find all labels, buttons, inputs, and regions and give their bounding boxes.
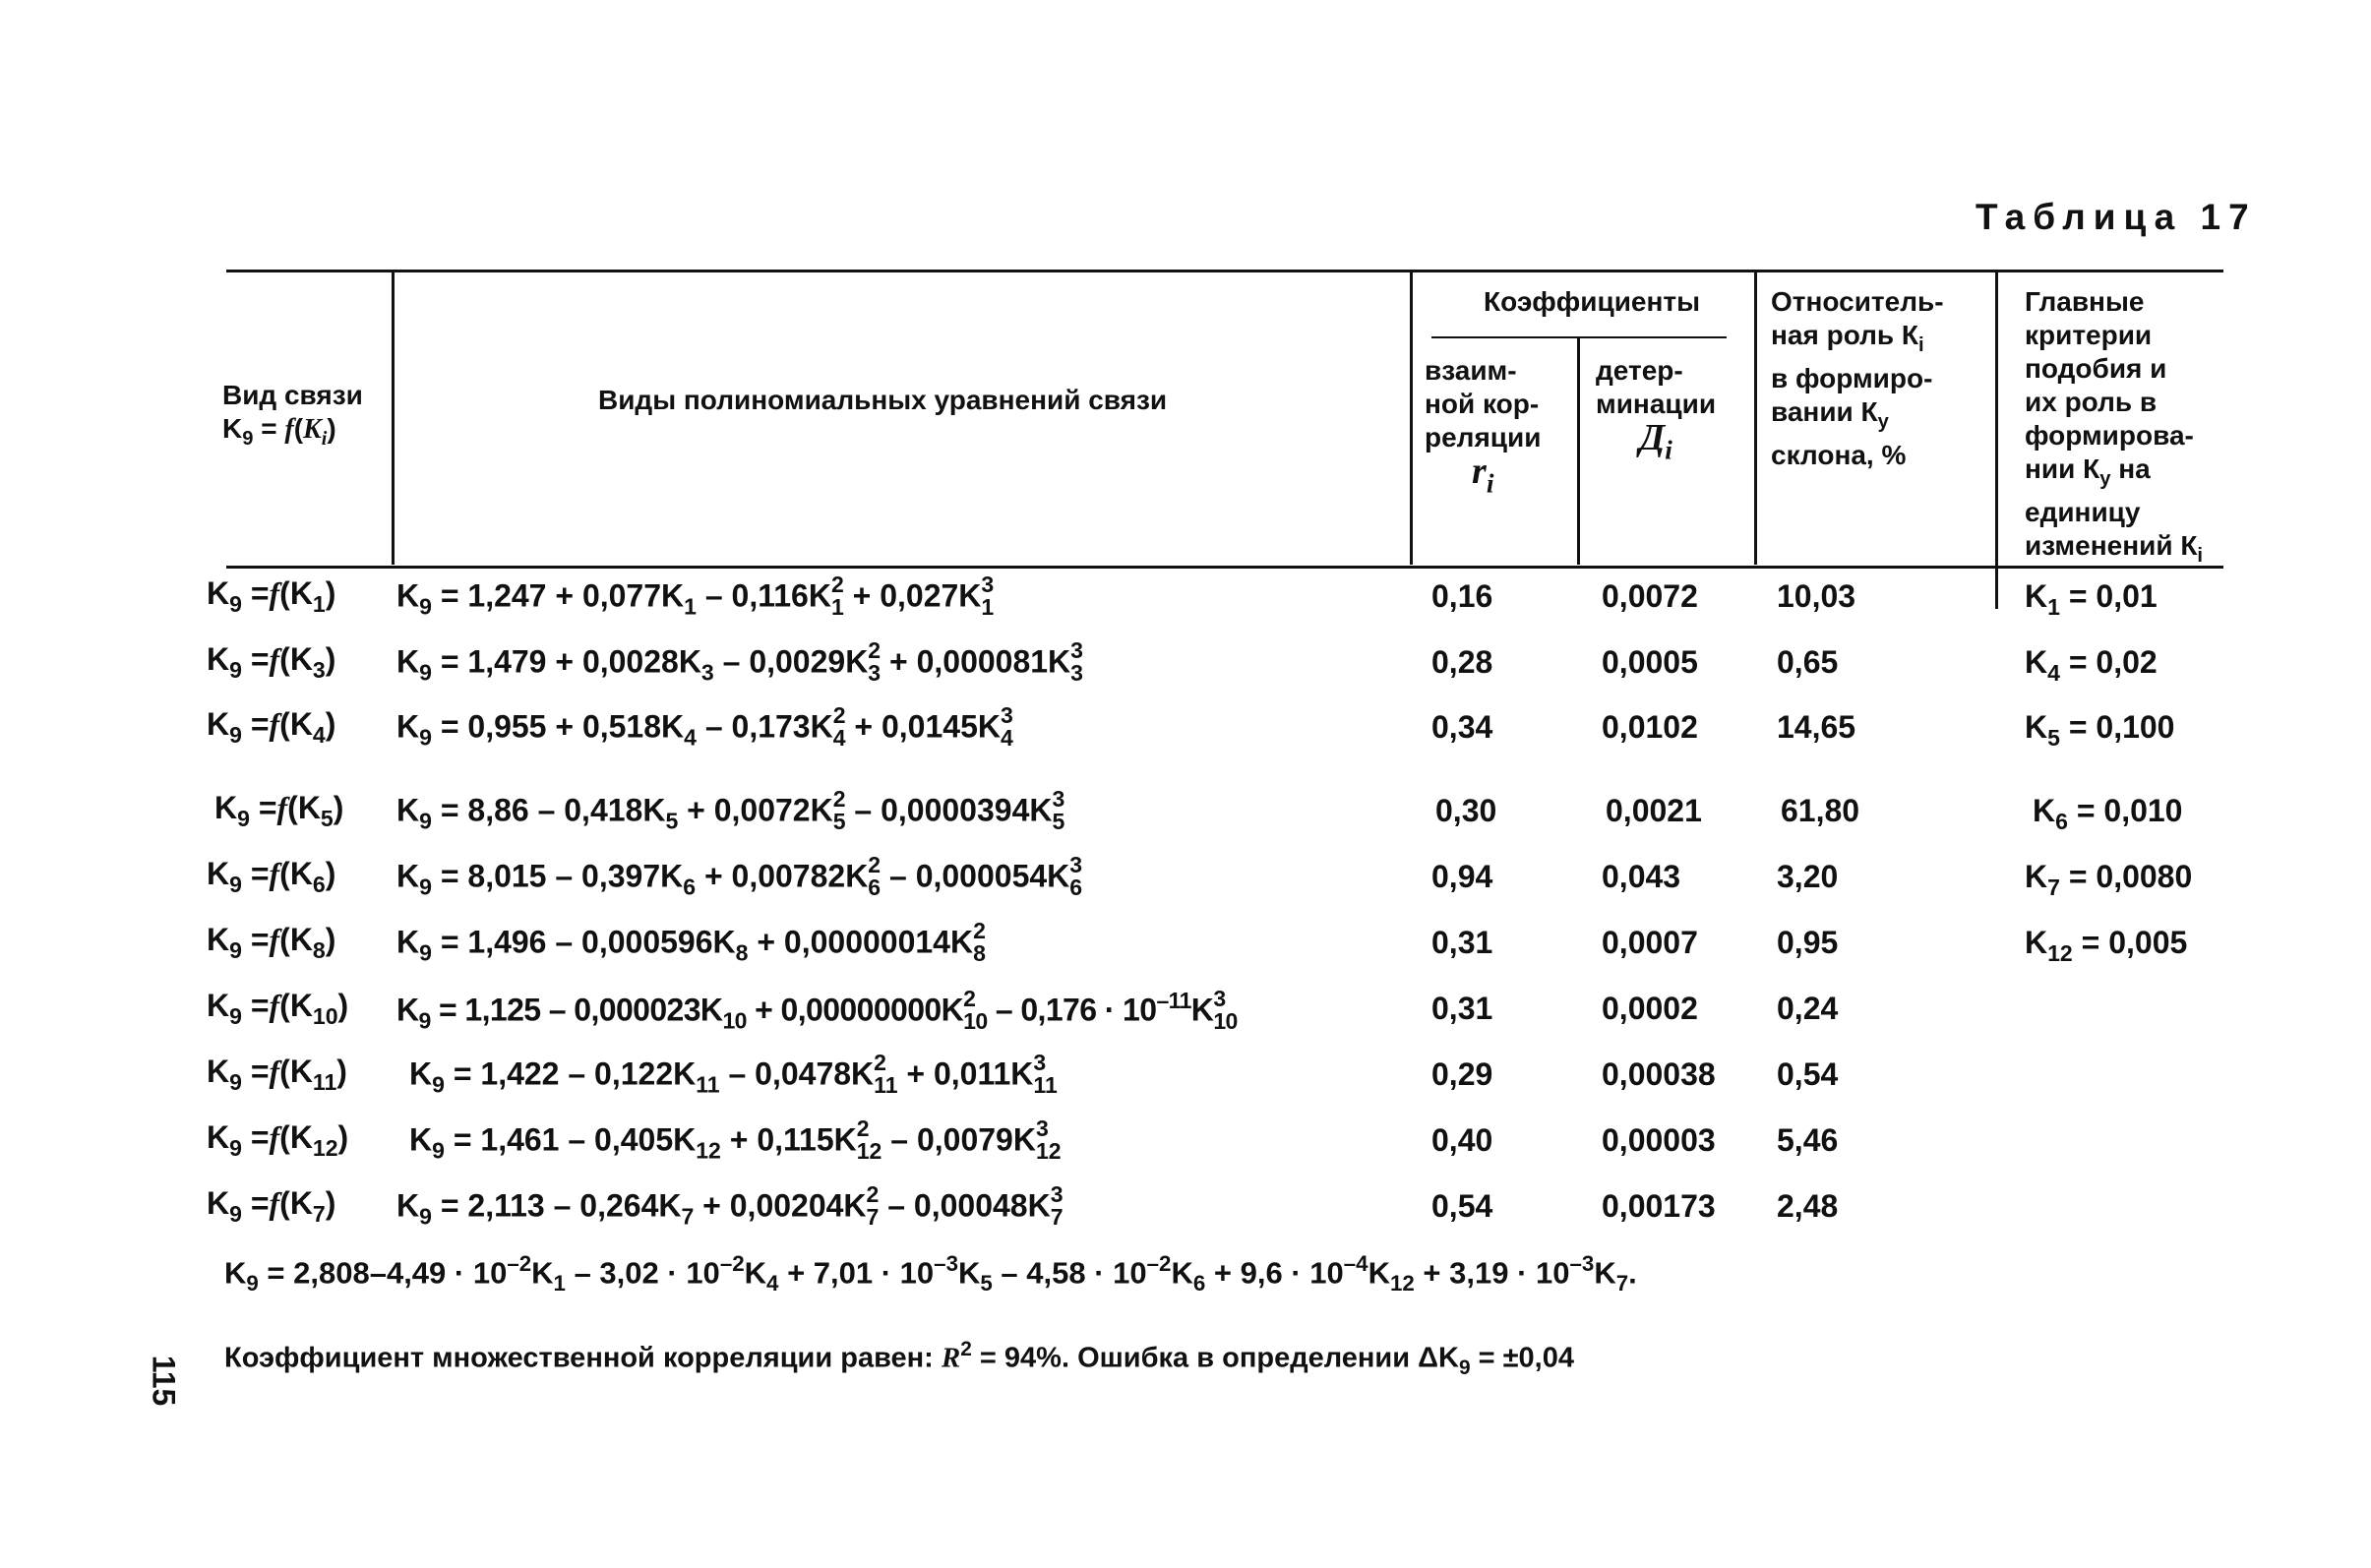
row-4-relation: $K_9 =f(K_5)$ bbox=[214, 790, 344, 832]
row-3-d: 0,0102 bbox=[1602, 709, 1698, 745]
row-5-criterion: $K_7 = 0,0080$ bbox=[2025, 859, 2193, 901]
row-5-role: 3,20 bbox=[1777, 859, 1839, 894]
row-1-relation: $K_9 =f(K_1)$ bbox=[207, 575, 336, 618]
row-9-role: 5,46 bbox=[1777, 1122, 1839, 1158]
row-2-d: 0,0005 bbox=[1602, 644, 1698, 680]
vrule-5 bbox=[1995, 270, 1998, 609]
row-9-d: 0,00003 bbox=[1602, 1122, 1716, 1158]
header-bottom-rule bbox=[226, 566, 2223, 569]
row-3-relation: $K_9 =f(K_4)$ bbox=[207, 706, 336, 749]
row-7-r: 0,31 bbox=[1431, 991, 1493, 1026]
row-5-equation: $K_9 = 8,015 - 0,397K_6 + 0,00782K$ 2 6 – 0,000054K 3 6 bbox=[396, 852, 1083, 901]
row-7-d: 0,0002 bbox=[1602, 991, 1698, 1026]
row-5-relation: $K_9 =f(K_6)$ bbox=[207, 856, 336, 898]
row-6-role: 0,95 bbox=[1777, 925, 1839, 960]
row-6-relation: $K_9 =f(K_8)$ bbox=[207, 922, 336, 964]
header-correlation: взаим- ной кор- реляции $r_i$ bbox=[1425, 355, 1542, 499]
vrule-2 bbox=[1410, 270, 1413, 565]
row-8-role: 0,54 bbox=[1777, 1056, 1839, 1092]
row-2-relation: $K_9 =f(K_3)$ bbox=[207, 641, 336, 684]
header-relation-type: Вид связи $K_9 = f(K_i)$ bbox=[222, 380, 363, 451]
row-7-role: 0,24 bbox=[1777, 991, 1839, 1026]
row-8-equation: $K_9 = 1,422 - 0,122K_{11} - 0,0478K$ 2 11 + 0,011K 3 11 bbox=[409, 1050, 1058, 1099]
row-6-r: 0,31 bbox=[1431, 925, 1493, 960]
table-title: Таблица 17 bbox=[1976, 197, 2257, 237]
row-9-equation: $K_9 = 1,461 - 0,405K_{12} + 0,115K$ 2 12 – 0,0079K 3 12 bbox=[409, 1116, 1062, 1165]
row-5-d: 0,043 bbox=[1602, 859, 1681, 894]
header-main-criteria: Главные критерии подобия и их роль в формирова- нии $К_y$ на единицу изменений $К_i$ bbox=[2025, 286, 2204, 568]
vrule-4 bbox=[1754, 270, 1757, 565]
row-9-relation: $K_9 =f(K_{12})$ bbox=[207, 1119, 349, 1162]
header-coefficients: Коэффициенты bbox=[1484, 286, 1701, 317]
table-top-rule bbox=[226, 270, 2223, 272]
row-8-r: 0,29 bbox=[1431, 1056, 1493, 1092]
row-2-criterion: $K_4 = 0,02$ bbox=[2025, 644, 2158, 687]
page-number: 115 bbox=[146, 1355, 182, 1407]
row-6-equation: $K_9 = 1,496 - 0,000596K_8 + 0,00000014K$ 2 8 bbox=[396, 918, 986, 967]
row-4-equation: $K_9 = 8,86 - 0,418K_5 + 0,0072K$ 2 5 – 0,0000394K 3 5 bbox=[396, 786, 1065, 835]
row-1-criterion: $K_1 = 0,01$ bbox=[2025, 578, 2158, 621]
row-3-role: 14,65 bbox=[1777, 709, 1856, 745]
row-10-relation: $K_9 =f(K_7)$ bbox=[207, 1185, 336, 1228]
row-3-equation: $K_9 = 0,955 + 0,518K_4 - 0,173K$ 2 4 + 0,0145K 3 4 bbox=[396, 702, 1013, 752]
row-3-criterion: $K_5 = 0,100$ bbox=[2025, 709, 2175, 752]
row-4-criterion: $K_6 = 0,010$ bbox=[2033, 793, 2183, 835]
row-10-d: 0,00173 bbox=[1602, 1188, 1716, 1224]
row-2-r: 0,28 bbox=[1431, 644, 1493, 680]
row-7-equation: $K_9 = 1,125 - 0,000023K_{10} + 0,00000000K$ 2 10 – $0,176 \cdot 10^{-11}K$ 3 10 bbox=[396, 986, 1238, 1035]
footnote: Коэффициент множественной корреляции равен: $R^2 = 94\%$. Ошибка в определении $\Delta K_9 = \pm 0,04$ bbox=[224, 1338, 1574, 1379]
row-3-r: 0,34 bbox=[1431, 709, 1493, 745]
header-relative-role: Относитель- ная роль $К_i$ в формиро- вании $К_y$ склона, % bbox=[1771, 286, 1944, 471]
row-2-role: 0,65 bbox=[1777, 644, 1839, 680]
row-6-d: 0,0007 bbox=[1602, 925, 1698, 960]
row-8-d: 0,00038 bbox=[1602, 1056, 1716, 1092]
row-1-d: 0,0072 bbox=[1602, 578, 1698, 614]
row-1-role: 10,03 bbox=[1777, 578, 1856, 614]
row-2-equation: $K_9 = 1,479 + 0,0028K_3 - 0,0029K$ 2 3 + 0,000081K 3 3 bbox=[396, 637, 1083, 687]
row-8-relation: $K_9 =f(K_{11})$ bbox=[207, 1054, 347, 1096]
row-1-equation: $K_9 = 1,247 + 0,077K_1 - 0,116K$ 2 1 + 0,027K 3 1 bbox=[396, 572, 995, 621]
row-6-criterion: $K_{12} = 0,005$ bbox=[2025, 925, 2188, 967]
row-5-r: 0,94 bbox=[1431, 859, 1493, 894]
row-9-r: 0,40 bbox=[1431, 1122, 1493, 1158]
vrule-1 bbox=[392, 270, 395, 565]
row-10-role: 2,48 bbox=[1777, 1188, 1839, 1224]
row-4-d: 0,0021 bbox=[1606, 793, 1702, 828]
header-determination: детер- минации $Д_i$ bbox=[1596, 355, 1717, 465]
row-7-relation: $K_9 =f(K_{10})$ bbox=[207, 988, 349, 1030]
row-10-r: 0,54 bbox=[1431, 1188, 1493, 1224]
vrule-3 bbox=[1577, 336, 1580, 565]
row-4-r: 0,30 bbox=[1435, 793, 1497, 828]
row-10-equation: $K_9 = 2,113 - 0,264K_7 + 0,00204K$ 2 7 – 0,00048K 3 7 bbox=[396, 1181, 1064, 1231]
header-equations: Виды полиномиальных уравнений связи bbox=[598, 385, 1168, 415]
row-4-role: 61,80 bbox=[1781, 793, 1860, 828]
regression-equation: $K_9 = 2,808-4,49 \cdot 10^{-2}K_1 - 3,02 \cdot 10^{-2}K_4 + 7,01 \cdot 10^{-3}K_5 - 4,58 \cdot 10^{-2}K_6 + 9,6 \cdot 10^{-4}K_{12} + 3,19 \cdot 10^{-3}K_7$. bbox=[224, 1251, 1637, 1297]
row-1-r: 0,16 bbox=[1431, 578, 1493, 614]
